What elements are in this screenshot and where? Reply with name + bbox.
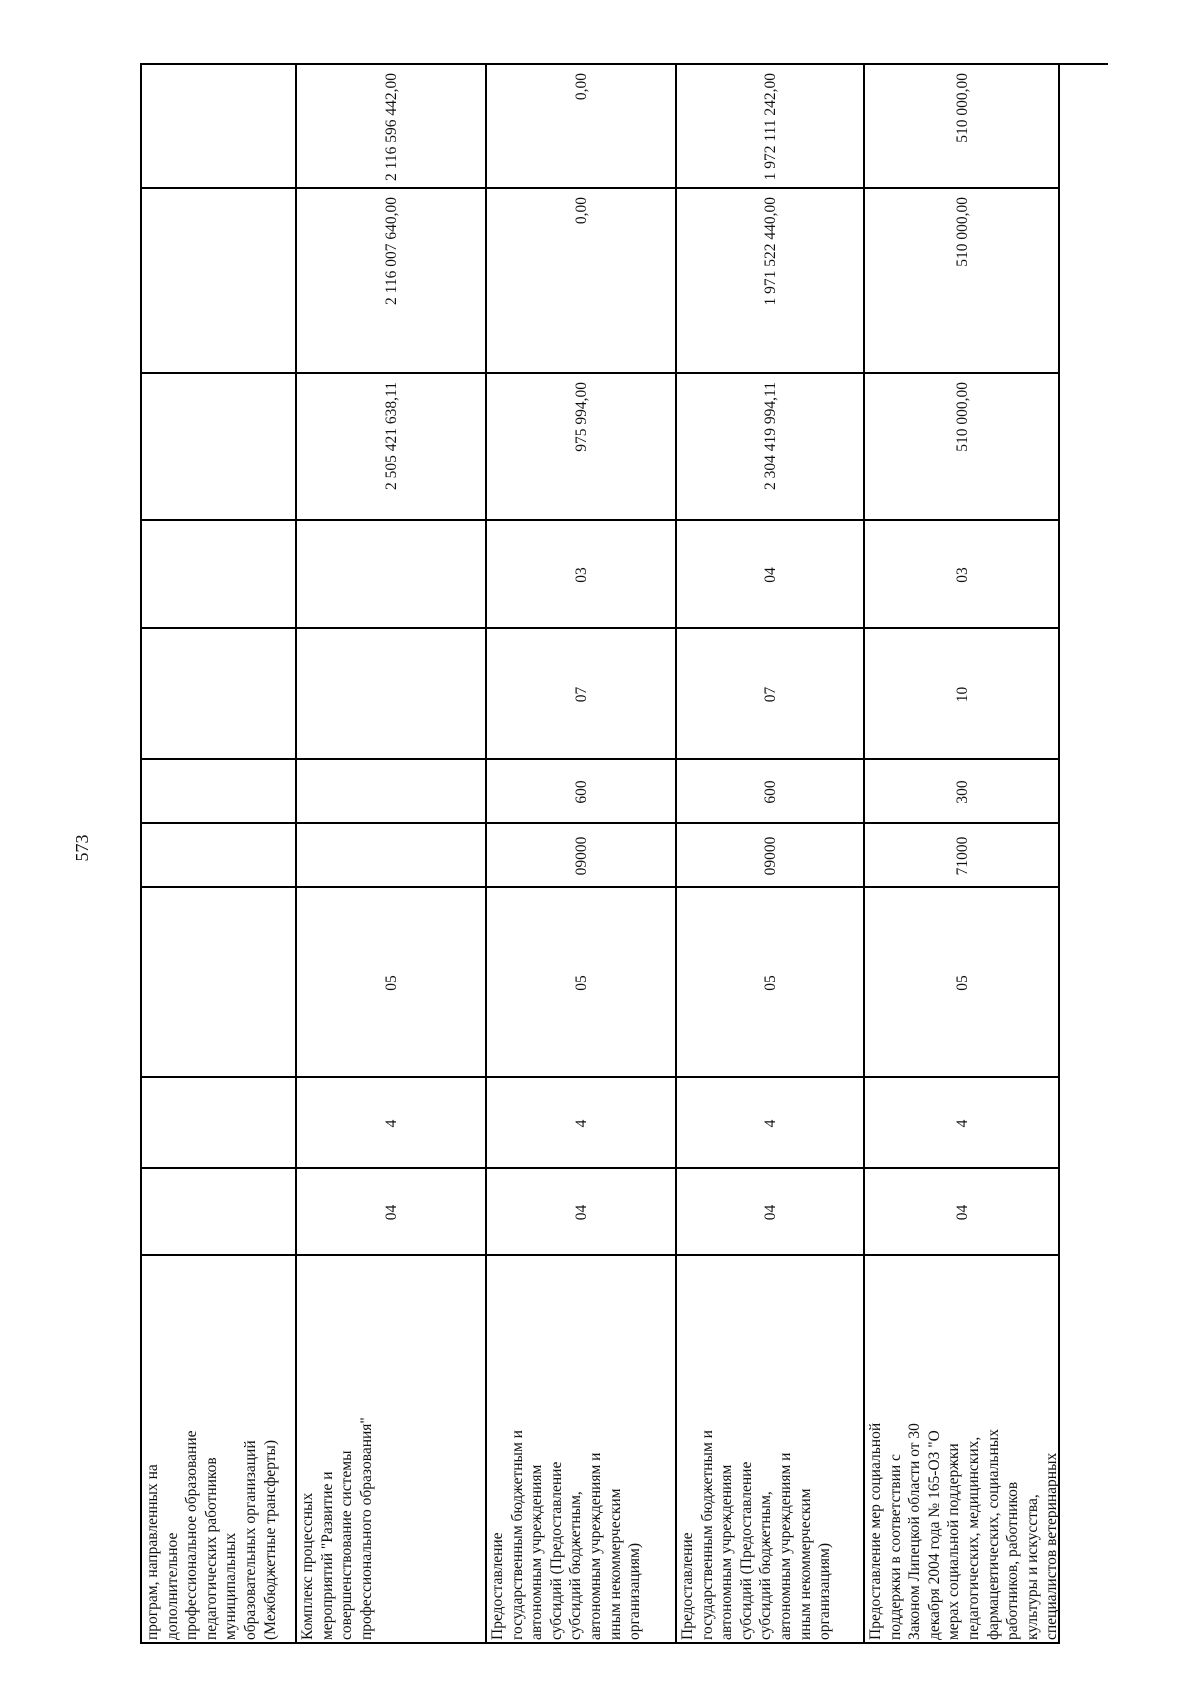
cell-text: 04 (762, 567, 780, 583)
cell-text: 2 116 596 442,00 (383, 73, 401, 181)
table-cell (865, 1169, 1060, 1256)
table-cell (142, 1078, 297, 1169)
table-cell (865, 629, 1060, 760)
table-cell (487, 629, 677, 760)
table-cell (142, 760, 297, 824)
row-description (677, 1256, 865, 1644)
cell-text: 2 304 419 994,11 (762, 382, 780, 490)
table-cell (487, 824, 677, 888)
code-value (487, 824, 677, 888)
table-cell (677, 629, 865, 760)
code-value (677, 760, 865, 824)
amount-value (865, 65, 1060, 189)
code-value (487, 1169, 677, 1256)
table-cell (865, 1078, 1060, 1169)
code-value (487, 760, 677, 824)
amount-value (142, 374, 297, 521)
code-value (677, 629, 865, 760)
cell-text: 1 972 111 242,00 (762, 73, 780, 181)
table-cell (487, 760, 677, 824)
cell-text: 07 (573, 686, 591, 703)
table-cell (142, 521, 297, 629)
amount-value (297, 189, 487, 374)
cell-text: 03 (573, 567, 591, 583)
cell-text: 0,00 (573, 197, 591, 225)
page-number: 573 (72, 834, 92, 862)
code-value (297, 1078, 487, 1169)
cell-text: 2 505 421 638,11 (383, 382, 401, 490)
cell-text: 975 994,00 (573, 382, 591, 452)
code-value (297, 629, 487, 760)
code-value (142, 824, 297, 888)
table-cell (865, 760, 1060, 824)
table-cell (297, 65, 487, 189)
cell-text: 07 (762, 686, 780, 703)
cell-text: 05 (383, 975, 401, 991)
table-cell (142, 189, 297, 374)
cell-text: 09000 (762, 836, 780, 876)
amount-value (142, 65, 297, 189)
code-value (142, 888, 297, 1078)
table-cell (487, 521, 677, 629)
table-cell (142, 1256, 297, 1644)
cell-text: 04 (762, 1204, 780, 1221)
table-cell (142, 374, 297, 521)
cell-text: 04 (953, 1204, 971, 1221)
cell-text: 04 (383, 1204, 401, 1221)
code-value (865, 629, 1060, 760)
code-value (865, 824, 1060, 888)
cell-text: 10 (953, 686, 971, 703)
table-cell (142, 1169, 297, 1256)
table-cell (487, 888, 677, 1078)
cell-text: 05 (953, 975, 971, 991)
code-value (865, 1078, 1060, 1169)
table-cell (487, 1256, 677, 1644)
table-cell (142, 888, 297, 1078)
cell-text: 4 (953, 1119, 971, 1128)
cell-text: програм, направленных на дополнительное профессиональное образование педагогических работников муниципальных образовательных организаций (Межбюджетные трансферты) (144, 1430, 279, 1640)
amount-value (677, 374, 865, 521)
cell-text: 04 (573, 1204, 591, 1221)
table-cell (142, 824, 297, 888)
amount-value (487, 374, 677, 521)
table-cell (487, 1078, 677, 1169)
code-value (487, 521, 677, 629)
code-value (677, 1169, 865, 1256)
code-value (142, 760, 297, 824)
table-cell (677, 1169, 865, 1256)
amount-value (297, 374, 487, 521)
table-cell (487, 374, 677, 521)
table-cell (865, 1256, 1060, 1644)
code-value (297, 1169, 487, 1256)
cell-text: Предоставление мер социальной поддержки в соответствии с Законом Липецкой области от 30 декабря 2004 года № 165-ОЗ "О мерах социальной поддержки педагогических, медицинских, фармацевтических, социальных работников, работников культуры и искусства, специалистов ветеринарных (867, 1422, 1061, 1640)
table-cell (297, 1256, 487, 1644)
cell-text: 09000 (573, 836, 591, 876)
table-cell (142, 65, 297, 189)
code-value (677, 1078, 865, 1169)
cell-text: 510 000,00 (953, 73, 971, 143)
cell-text: 05 (573, 975, 591, 991)
table-cell (865, 374, 1060, 521)
table-cell (865, 888, 1060, 1078)
code-value (142, 1078, 297, 1169)
code-value (865, 888, 1060, 1078)
table-cell (297, 888, 487, 1078)
code-value (677, 521, 865, 629)
table-cell (677, 888, 865, 1078)
cell-text: 600 (573, 780, 591, 804)
table-cell (677, 521, 865, 629)
code-value (297, 824, 487, 888)
cell-text: 300 (953, 780, 971, 804)
cell-text: 2 116 007 640,00 (383, 197, 401, 305)
amount-value (677, 65, 865, 189)
table-cell (297, 521, 487, 629)
table-cell (677, 824, 865, 888)
code-value (142, 521, 297, 629)
table-cell (487, 1169, 677, 1256)
cell-text: 05 (762, 975, 780, 991)
code-value (297, 888, 487, 1078)
code-value (142, 629, 297, 760)
cell-text: 510 000,00 (953, 382, 971, 452)
table-cell (142, 629, 297, 760)
row-description (142, 1256, 297, 1644)
amount-value (487, 189, 677, 374)
amount-value (487, 65, 677, 189)
code-value (865, 1169, 1060, 1256)
amount-value (865, 189, 1060, 374)
amount-value (297, 65, 487, 189)
cell-text: 4 (573, 1119, 591, 1128)
cell-text: Комплекс процессных мероприятий "Развитие и совершенствование системы профессионального образования" (299, 1417, 375, 1640)
table-cell (677, 760, 865, 824)
amount-value (142, 189, 297, 374)
row-description (297, 1256, 487, 1644)
table-cell (487, 189, 677, 374)
cell-text: 03 (953, 567, 971, 583)
code-value (865, 760, 1060, 824)
table-cell (297, 189, 487, 374)
code-value (487, 1078, 677, 1169)
code-value (865, 521, 1060, 629)
code-value (487, 629, 677, 760)
budget-table (140, 63, 1108, 1644)
table-cell (297, 1078, 487, 1169)
table-cell (677, 374, 865, 521)
cell-text: 71000 (953, 836, 971, 876)
cell-text: 4 (762, 1119, 780, 1128)
table-cell (865, 521, 1060, 629)
table-cell (297, 629, 487, 760)
table-cell (487, 65, 677, 189)
table-cell (297, 760, 487, 824)
table-cell (297, 1169, 487, 1256)
table-cell (865, 189, 1060, 374)
cell-text: Предоставление государственным бюджетным и автономным учреждениям субсидий (Предоставление субсидий бюджетным, автономным учреждениям и иным некоммерческим организациям) (679, 1430, 834, 1640)
table-cell (865, 65, 1060, 189)
cell-text: Предоставление государственным бюджетным и автономным учреждениям субсидий (Предоставление субсидий бюджетным, автономным учреждениям и иным некоммерческим организациям) (489, 1430, 644, 1640)
row-description (487, 1256, 677, 1644)
code-value (487, 888, 677, 1078)
table-cell (677, 65, 865, 189)
table-cell (865, 824, 1060, 888)
row-description (865, 1256, 1060, 1644)
code-value (297, 521, 487, 629)
code-value (677, 888, 865, 1078)
amount-value (677, 189, 865, 374)
table-cell (297, 824, 487, 888)
cell-text: 510 000,00 (953, 197, 971, 267)
cell-text: 600 (762, 780, 780, 804)
cell-text: 4 (383, 1119, 401, 1128)
amount-value (865, 374, 1060, 521)
table-cell (677, 189, 865, 374)
cell-text: 0,00 (573, 73, 591, 101)
table-cell (677, 1078, 865, 1169)
code-value (142, 1169, 297, 1256)
code-value (677, 824, 865, 888)
table-cell (297, 374, 487, 521)
cell-text: 1 971 522 440,00 (762, 197, 780, 306)
code-value (297, 760, 487, 824)
table-cell (677, 1256, 865, 1644)
